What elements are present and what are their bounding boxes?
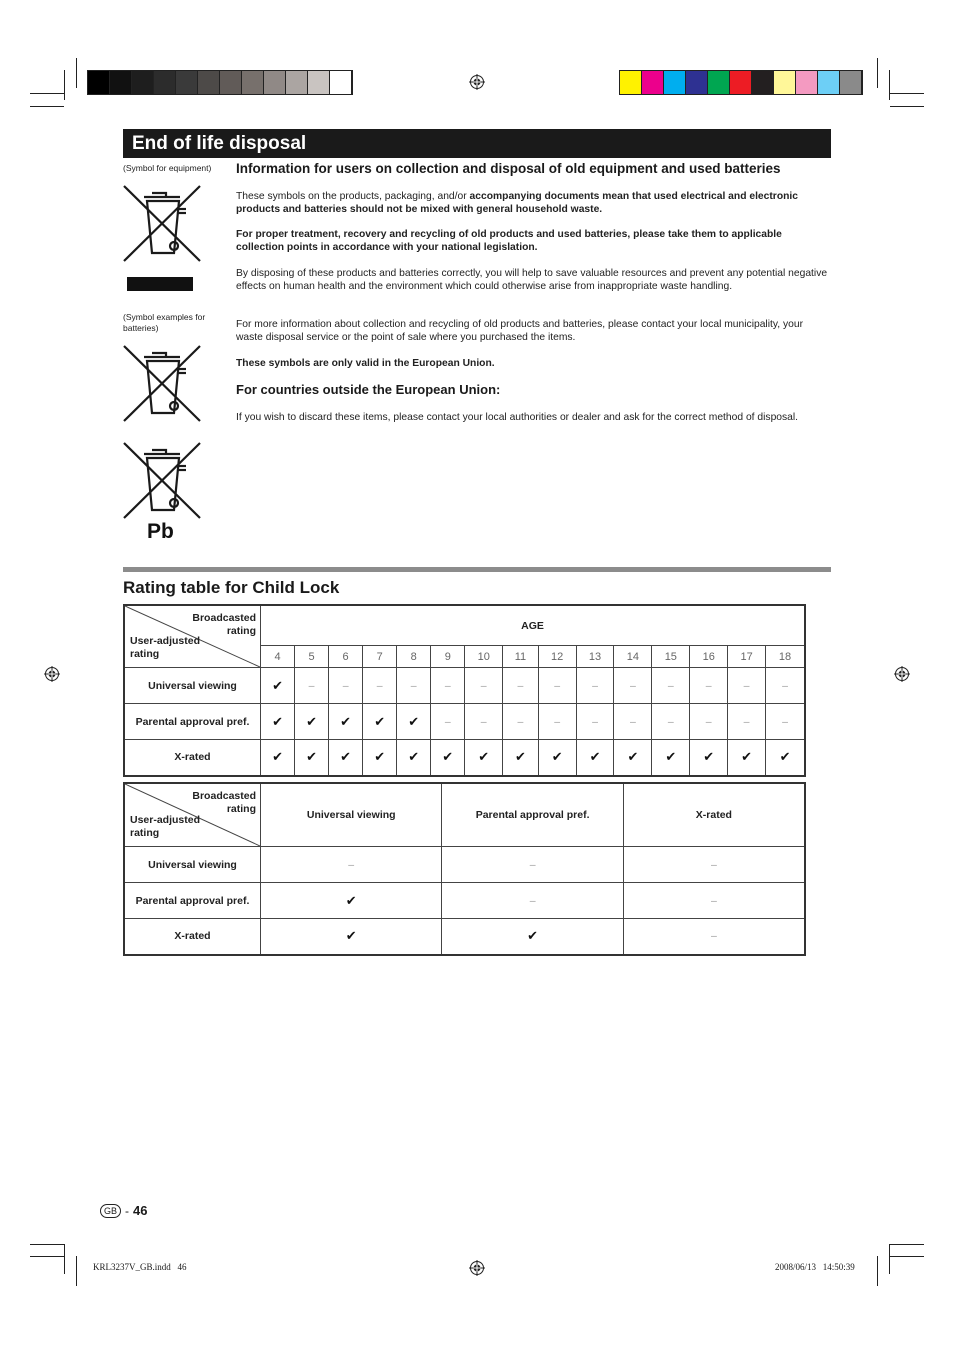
crop-mark [890,106,924,107]
footer-file: KRL3237V_GB.indd 46 [93,1262,187,1272]
color-swatch [642,71,664,94]
check-mark-cell: ✔ [261,740,295,776]
dash-cell: – [442,847,623,883]
symbol-batteries-caption: (Symbol examples for batteries) [123,312,206,333]
rating-heading [123,578,339,598]
registration-mark-icon [44,666,60,682]
gray-swatch [198,71,220,94]
check-mark-cell: ✔ [397,740,431,776]
section-title: End of life disposal [123,129,831,158]
col-header-xrated: X-rated [623,783,805,847]
table-row [124,919,805,955]
info-paragraph-5: These symbols are only valid in the European Union. [236,358,495,369]
row-label: X-rated [124,919,261,955]
age-cell: 5 [295,646,329,668]
outside-eu-heading: For countries outside the European Union: [236,382,501,397]
dash-cell: – [766,668,805,704]
check-mark-cell: ✔ [261,919,442,955]
crop-mark [889,70,890,100]
gray-swatch [330,71,352,94]
info-paragraph-6: If you wish to discard these items, please contact your local authorities or dealer and ask for the correct method of disposal. [236,412,799,423]
color-swatch [752,71,774,94]
crop-mark [76,58,77,88]
dash-cell: – [728,704,766,740]
col-header-universal: Universal viewing [261,783,442,847]
info-paragraph-4: For more information about collection and recycling of old products and batteries, please contact your local municipality, your waste disposal service or the point of sale where you purchased the items. [236,319,804,343]
gray-swatch [242,71,264,94]
gray-swatch [220,71,242,94]
crop-mark [877,1256,878,1286]
crossed-bin-battery-icon [122,343,202,423]
crop-mark [30,1256,64,1257]
check-mark-cell: ✔ [329,704,363,740]
age-cell: 17 [728,646,766,668]
region-badge: GB [100,1204,121,1218]
dash-cell: – [442,883,623,919]
age-cell: 18 [766,646,805,668]
dash-cell: – [766,704,805,740]
gray-swatch [308,71,330,94]
check-mark-cell: ✔ [431,740,465,776]
crop-mark [30,1244,64,1245]
dash-cell: – [623,883,805,919]
age-cell: 9 [431,646,465,668]
page-number: 46 [133,1203,148,1218]
dash-cell: – [728,668,766,704]
user-adjusted-rating-label [130,635,220,661]
crop-mark [889,1244,890,1274]
age-cell: 6 [329,646,363,668]
age-rating-table [123,604,806,777]
crop-mark [890,1244,924,1245]
gray-swatch [110,71,132,94]
color-swatch [730,71,752,94]
dash-cell: – [503,668,539,704]
pb-label: Pb [147,520,174,543]
dash-cell: – [652,704,690,740]
dash-cell: – [614,668,652,704]
crossed-bin-pb-icon [122,440,202,520]
color-swatch [708,71,730,94]
dash-cell: – [623,919,805,955]
crop-mark [877,58,878,88]
age-cell: 15 [652,646,690,668]
check-mark-cell: ✔ [295,704,329,740]
gray-swatch [132,71,154,94]
registration-mark-icon [469,1260,485,1276]
gray-swatch [88,71,110,94]
bin-underline-bar [127,277,193,291]
age-cell: 14 [614,646,652,668]
registration-mark-icon [469,74,485,90]
dash-cell: – [261,847,442,883]
check-mark-cell: ✔ [363,740,397,776]
dash-cell: – [431,668,465,704]
broadcasted-rating-text: Broadcasted rating [192,790,256,815]
check-mark-cell: ✔ [614,740,652,776]
check-mark-cell: ✔ [503,740,539,776]
dash-cell: – [614,704,652,740]
color-swatch [774,71,796,94]
crop-mark [30,93,64,94]
table-row [124,668,805,704]
dash-cell: – [363,668,397,704]
check-mark-cell: ✔ [652,740,690,776]
dash-cell: – [538,668,576,704]
corner-header-cell [124,605,261,668]
broadcasted-rating-label [176,790,256,816]
age-cell: 4 [261,646,295,668]
corner-header-cell [124,783,261,847]
row-label: Universal viewing [124,847,261,883]
user-adjusted-rating-text: User-adjusted rating [130,635,201,660]
info-paragraph-3: By disposing of these products and batteries correctly, you will help to save valuable resources and prevent any potential negative effects on human health and the environment which could otherwise arise from inappropriate waste handling. [236,268,828,292]
crop-mark [890,93,924,94]
check-mark-cell: ✔ [261,704,295,740]
dash-cell: – [576,668,614,704]
crop-mark [890,1256,924,1257]
dash-cell: – [295,668,329,704]
dash-cell: – [397,668,431,704]
dash-cell: – [465,704,503,740]
category-rating-table [123,782,806,956]
rating-heading-text: Rating table for Child Lock [123,578,340,597]
check-mark-cell: ✔ [397,704,431,740]
crop-mark [64,1244,65,1274]
check-mark-cell: ✔ [295,740,329,776]
info-paragraph-1-normal: These symbols on the products, packaging, and/or [236,191,470,202]
dash-cell: – [465,668,503,704]
info-paragraph-2: For proper treatment, recovery and recycling of old products and used batteries, please take them to applicable collection points in accordance with your national legislation. [236,229,782,253]
color-bar [619,70,863,95]
dash-cell: – [329,668,363,704]
registration-mark-icon [894,666,910,682]
color-swatch [796,71,818,94]
check-mark-cell: ✔ [442,919,623,955]
dash-cell: – [690,704,728,740]
footer-date: 2008/06/13 14:50:39 [775,1262,855,1272]
crop-mark [30,106,64,107]
age-cell: 8 [397,646,431,668]
color-swatch [664,71,686,94]
color-swatch [686,71,708,94]
user-adjusted-rating-text: User-adjusted rating [130,814,201,839]
grayscale-bar [87,70,353,95]
gray-swatch [176,71,198,94]
table-row [124,704,805,740]
crossed-bin-icon [122,183,202,263]
dash-cell: – [431,704,465,740]
check-mark-cell: ✔ [363,704,397,740]
age-header: AGE [261,605,806,646]
check-mark-cell: ✔ [261,668,295,704]
dash-cell: – [538,704,576,740]
check-mark-cell: ✔ [576,740,614,776]
dash-cell: – [576,704,614,740]
check-mark-cell: ✔ [728,740,766,776]
check-mark-cell: ✔ [465,740,503,776]
age-cell: 11 [503,646,539,668]
age-cell: 12 [538,646,576,668]
info-heading: Information for users on collection and disposal of old equipment and used batteries [236,161,781,176]
table-row [124,740,805,776]
row-label: Parental approval pref. [124,883,261,919]
gray-swatch [286,71,308,94]
gray-swatch [264,71,286,94]
check-mark-cell: ✔ [766,740,805,776]
color-swatch [840,71,862,94]
dash-cell: – [623,847,805,883]
check-mark-cell: ✔ [690,740,728,776]
row-label: X-rated [124,740,261,776]
info-paragraph-1-bold: accompanying documents mean that used electrical and electronic products and batteries should not be mixed with general household waste. [236,191,798,215]
age-cell: 10 [465,646,503,668]
row-label: Universal viewing [124,668,261,704]
col-header-parental: Parental approval pref. [442,783,623,847]
page-number-dash: - [125,1203,130,1218]
info-paragraph-1 [236,190,826,216]
section-divider [123,567,831,572]
dash-cell: – [503,704,539,740]
table-row [124,847,805,883]
color-swatch [818,71,840,94]
user-adjusted-rating-label [130,814,220,840]
dash-cell: – [652,668,690,704]
page-number-block [100,1203,147,1218]
broadcasted-rating-text: Broadcasted rating [192,612,256,637]
color-swatch [620,71,642,94]
dash-cell: – [690,668,728,704]
gray-swatch [154,71,176,94]
age-cell: 13 [576,646,614,668]
check-mark-cell: ✔ [261,883,442,919]
age-cell: 7 [363,646,397,668]
table-row [124,883,805,919]
symbol-equipment-caption: (Symbol for equipment) [123,163,212,173]
check-mark-cell: ✔ [538,740,576,776]
crop-mark [76,1256,77,1286]
row-label: Parental approval pref. [124,704,261,740]
check-mark-cell: ✔ [329,740,363,776]
age-cell: 16 [690,646,728,668]
crop-mark [64,70,65,100]
